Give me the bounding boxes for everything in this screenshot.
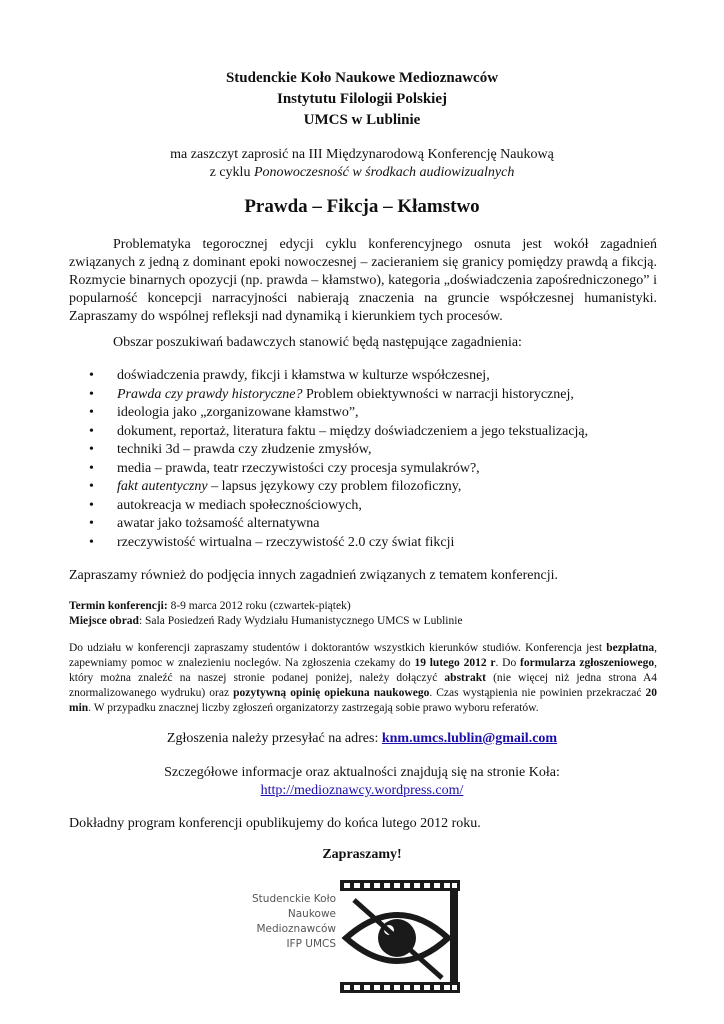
- invitation-line-1: ma zaszczyt zaprosić na III Międzynarodową Konferencję Naukową: [170, 147, 554, 162]
- logo-line-3: Medioznawców: [256, 923, 336, 935]
- list-item-text: – lapsus językowy czy problem filozoficzny,: [207, 479, 462, 494]
- list-item: • techniki 3d – prawda czy złudzenie zmysłów,: [69, 441, 657, 460]
- film-strip-eye-icon: [294, 878, 462, 998]
- organizer-header: [0, 68, 724, 131]
- website-block: [0, 764, 724, 800]
- website-link[interactable]: http://medioznawcy.wordpress.com/: [260, 783, 464, 798]
- participation-bold: abstrakt: [444, 672, 486, 684]
- list-item: • autokreacja w mediach społecznościowych,: [69, 497, 657, 516]
- logo-line-1: Studenckie Koło: [252, 893, 336, 905]
- conference-series-name: Ponowoczesność w środkach audiowizualnych: [253, 165, 515, 180]
- email-link[interactable]: knm.umcs.lublin@gmail.com: [381, 731, 558, 746]
- invitation-text: [0, 146, 724, 182]
- topics-intro: Obszar poszukiwań badawczych stanowić będą następujące zagadnienia:: [113, 335, 522, 350]
- list-item: • dokument, reportaż, literatura faktu – między doświadczeniem a jego tekstualizacją,: [69, 423, 657, 442]
- club-logo: [252, 878, 462, 998]
- conference-title: Prawda – Fikcja – Kłamstwo: [244, 196, 480, 217]
- list-item-italic: fakt autentyczny: [117, 479, 208, 494]
- list-item: • awatar jako tożsamość alternatywna: [69, 515, 657, 534]
- invitation-prefix: z cyklu: [209, 165, 254, 180]
- participation-bold: bezpłatna: [606, 642, 655, 654]
- list-item: • doświadczenia prawdy, fikcji i kłamstwa w kulturze współczesnej,: [69, 367, 657, 386]
- participation-bold: 19 lutego 2012 r: [414, 657, 496, 669]
- logo-line-4: IFP UMCS: [286, 938, 336, 950]
- list-item-text: Problem obiektywności w narracji historycznej,: [302, 386, 574, 402]
- list-item: • rzeczywistość wirtualna – rzeczywistość 2.0 czy świat fikcji: [69, 534, 657, 553]
- conference-venue: [69, 614, 657, 629]
- date-label: Termin konferencji:: [69, 600, 168, 612]
- list-item: • media – prawda, teatr rzeczywistości czy procesja symulakrów?,: [69, 460, 657, 479]
- participation-bold: 20 min: [69, 687, 657, 714]
- date-value: 8-9 marca 2012 roku (czwartek-piątek): [167, 600, 351, 612]
- logo-line-2: Naukowe: [287, 908, 336, 920]
- participation-text: Do udziału w konferencji zapraszamy studentów i doktorantów wszystkich kierunków studiów. Konferencja jest: [69, 642, 607, 654]
- invitation-line-2: [0, 164, 724, 182]
- participation-text: . Czas wystąpienia nie powinien przekraczać: [429, 687, 646, 699]
- conference-details: [69, 599, 657, 629]
- email-prefix: Zgłoszenia należy przesyłać na adres:: [166, 731, 382, 746]
- list-item: • ideologia jako „zorganizowane kłamstwo”,: [69, 404, 657, 423]
- participation-paragraph: [69, 641, 657, 716]
- conference-date: [69, 599, 657, 614]
- list-item: [69, 386, 657, 405]
- closing-text: Zapraszamy!: [322, 847, 402, 862]
- participation-text: , zapewniamy pomoc w znalezieniu noclegów. Na zgłoszenia czekamy do: [69, 642, 657, 669]
- intro-paragraph: Problematyka tegorocznej edycji cyklu konferencyjnego osnuta jest wokół zagadnień związanych z jedną z dominant epoki nowoczesnej – zacieraniem się granicy pomiędzy prawdą a fikcją. Rozmycie binarnych opozycji (np. prawda – kłamstwo), kategoria „doświadczenia zapośredniczonego” i popularność koncepcji narracyjności nabierają znaczenia na gruncie współczesnej humanistyki. Zapraszamy do wspólnej refleksji nad dynamiką i kierunkiem tych procesów.: [69, 237, 657, 324]
- participation-text: (nie więcej niż jedna strona A4 znormalizowanego wydruku) oraz: [69, 672, 657, 699]
- participation-text: . Do: [495, 657, 521, 669]
- venue-label: Miejsce obrad: [69, 615, 139, 627]
- venue-value: : Sala Posiedzeń Rady Wydziału Humanistycznego UMCS w Lublinie: [138, 615, 463, 627]
- participation-bold: formularza zgłoszeniowego: [520, 657, 655, 669]
- list-item: [69, 478, 657, 497]
- other-topics-note: Zapraszamy również do podjęcia innych zagadnień związanych z tematem konferencji.: [69, 568, 558, 583]
- participation-text: , który można znaleźć na naszej stronie podanej poniżej, należy dołączyć: [69, 657, 658, 684]
- header-line-1: Studenckie Koło Naukowe Medioznawców: [225, 70, 499, 86]
- header-line-2: Instytutu Filologii Polskiej: [276, 91, 448, 107]
- topics-list: [69, 367, 657, 552]
- website-info-text: Szczegółowe informacje oraz aktualności znajdują się na stronie Koła:: [164, 765, 560, 780]
- email-line: [0, 730, 724, 748]
- program-note: Dokładny program konferencji opublikujemy do końca lutego 2012 roku.: [69, 816, 481, 831]
- participation-text: . W przypadku znacznej liczby zgłoszeń organizatorzy zastrzegają sobie prawo wyboru referatów.: [88, 702, 539, 714]
- header-line-3: UMCS w Lublinie: [303, 112, 421, 128]
- list-item-italic: Prawda czy prawdy historyczne?: [117, 386, 303, 402]
- participation-bold: pozytywną opinię opiekuna naukowego: [233, 687, 430, 699]
